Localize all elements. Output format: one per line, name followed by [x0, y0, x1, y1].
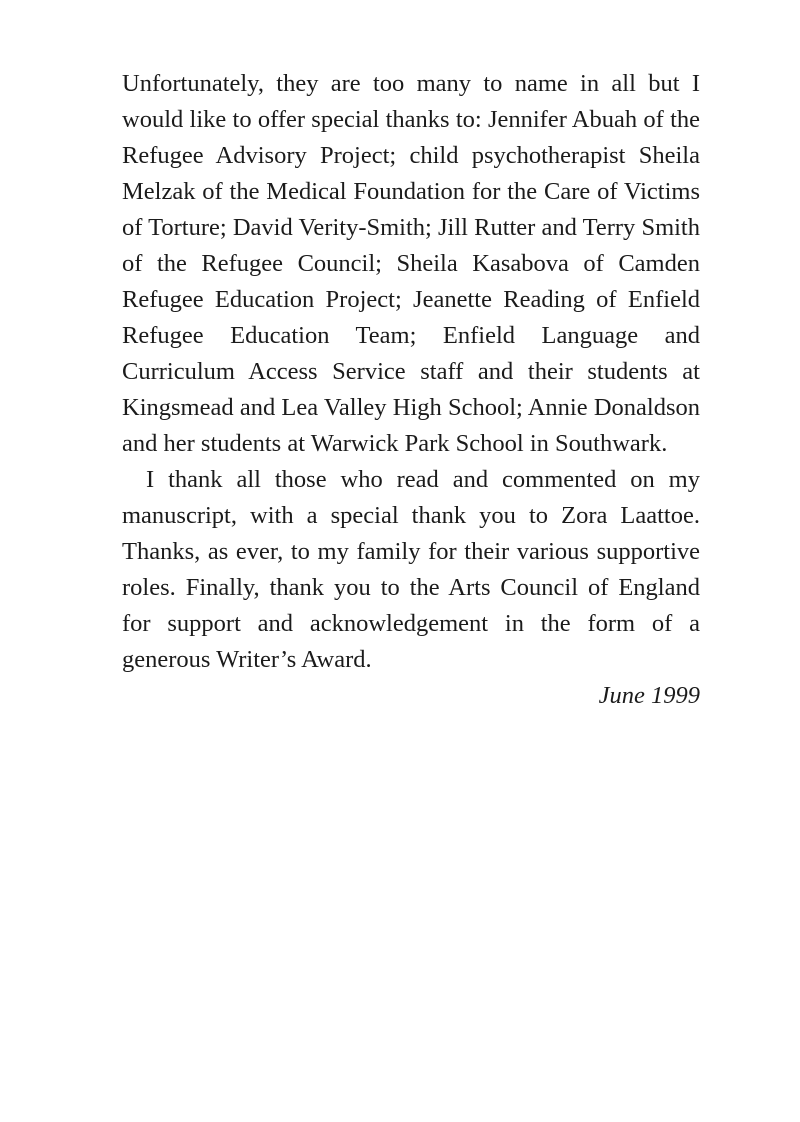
acknowledgements-paragraph-1: Unfortunately, they are too many to name in all but I would like to offer special thanks to: Jennifer Abuah of the Refugee Advisory Project; child psychotherapist Sheila Melzak of the Medical Foundation for the Care of Victims of Torture; David Verity-Smith; Jill Rutter and Terry Smith of the Refugee Council; Sheila Kasabova of Camden Refugee Education Project; Jeanette Reading of Enfield Refugee Education Team; Enfield Language and Curriculum Access Service staff and their students at Kingsmead and Lea Valley High School; Annie Donaldson and her students at Warwick Park School in Southwark. [122, 70, 700, 457]
date-line: June 1999 [598, 682, 700, 709]
acknowledgements-paragraph-2: I thank all those who read and commented on my manuscript, with a special thank you to Zora Laattoe. Thanks, as ever, to my family for their various supportive roles. Finally, thank you to the Arts Council of England for support and acknowledgement in the form of a generous Writer’s Award. [122, 466, 700, 673]
acknowledgements-text-block [122, 66, 700, 714]
